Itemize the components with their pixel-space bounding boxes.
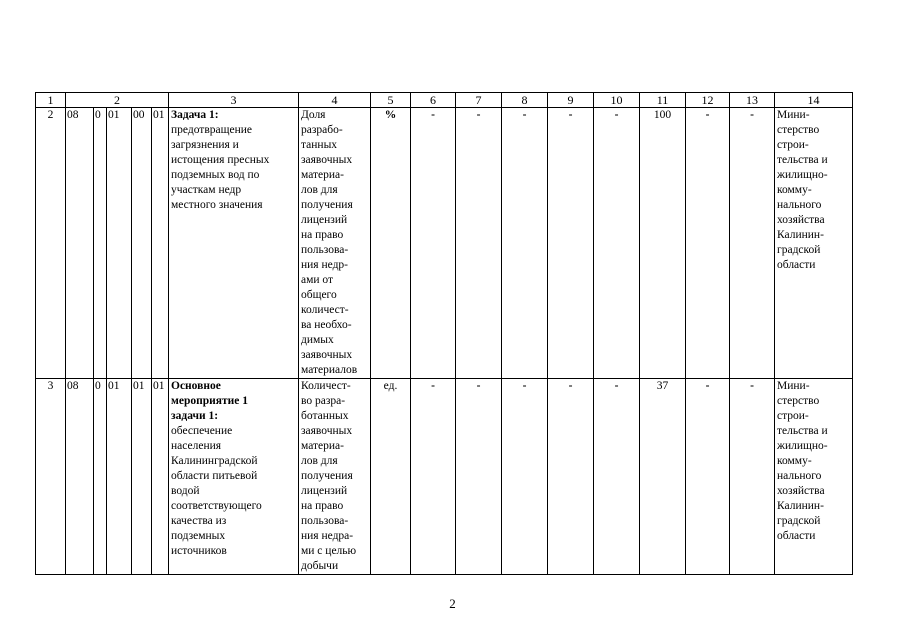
value-cell: - — [730, 379, 775, 575]
row-number: 2 — [36, 108, 66, 379]
description-cell — [169, 108, 299, 379]
value-cell: - — [456, 108, 502, 379]
header-cell: 3 — [169, 93, 299, 108]
value-cell: - — [411, 108, 456, 379]
code-cell: 01 — [107, 379, 132, 575]
header-cell: 9 — [548, 93, 594, 108]
code-cell: 01 — [107, 108, 132, 379]
value-cell: - — [548, 379, 594, 575]
code-cell: 0 — [94, 108, 107, 379]
task-title: Основное мероприятие 1 задачи 1: — [171, 380, 248, 422]
value-cell: - — [594, 108, 640, 379]
value-cell: 100 — [640, 108, 686, 379]
program-table — [35, 92, 853, 575]
table-row — [36, 379, 853, 575]
value-cell: - — [456, 379, 502, 575]
value-cell: - — [548, 108, 594, 379]
row-number: 3 — [36, 379, 66, 575]
value-cell: - — [411, 379, 456, 575]
value-cell: - — [594, 379, 640, 575]
code-cell: 01 — [152, 108, 169, 379]
value-cell: - — [686, 379, 730, 575]
indicator-cell: Доля разрабо- танных заявочных материа- лов для получения лицензий на право пользова- ния недр- ами от общего количест- ва необхо- димых заявочных материалов — [299, 108, 371, 379]
indicator-cell: Количест- во разра- ботанных заявочных материа- лов для получения лицензий на право пользова- ния недра- ми с целью добычи — [299, 379, 371, 575]
code-cell: 0 — [94, 379, 107, 575]
unit-cell: % — [371, 108, 411, 379]
header-cell: 6 — [411, 93, 456, 108]
page-number: 2 — [449, 596, 456, 611]
code-cell: 01 — [132, 379, 152, 575]
code-cell: 08 — [66, 379, 94, 575]
header-cell: 5 — [371, 93, 411, 108]
value-cell: - — [686, 108, 730, 379]
header-cell: 14 — [775, 93, 853, 108]
task-text: обеспечение населения Калининградской области питьевой водой соответствующего качества из подземных источников — [171, 425, 262, 557]
code-cell: 01 — [152, 379, 169, 575]
code-cell: 08 — [66, 108, 94, 379]
task-title: Задача 1: — [171, 109, 219, 121]
value-cell: - — [730, 108, 775, 379]
value-cell: - — [502, 379, 548, 575]
organization-cell: Мини- стерство строи- тельства и жилищно- комму- нального хозяйства Калинин- градской области — [775, 108, 853, 379]
value-cell: 37 — [640, 379, 686, 575]
header-cell: 7 — [456, 93, 502, 108]
header-cell: 12 — [686, 93, 730, 108]
table-row — [36, 108, 853, 379]
unit-cell: ед. — [371, 379, 411, 575]
header-cell: 8 — [502, 93, 548, 108]
task-text: предотвращение загрязнения и истощения пресных подземных вод по участкам недр местного значения — [171, 124, 270, 211]
header-cell: 11 — [640, 93, 686, 108]
header-cell: 1 — [36, 93, 66, 108]
header-cell: 13 — [730, 93, 775, 108]
description-cell — [169, 379, 299, 575]
organization-cell: Мини- стерство строи- тельства и жилищно- комму- нального хозяйства Калинин- градской области — [775, 379, 853, 575]
header-cell: 4 — [299, 93, 371, 108]
header-cell: 10 — [594, 93, 640, 108]
code-cell: 00 — [132, 108, 152, 379]
header-cell: 2 — [66, 93, 169, 108]
value-cell: - — [502, 108, 548, 379]
header-row — [36, 93, 853, 108]
